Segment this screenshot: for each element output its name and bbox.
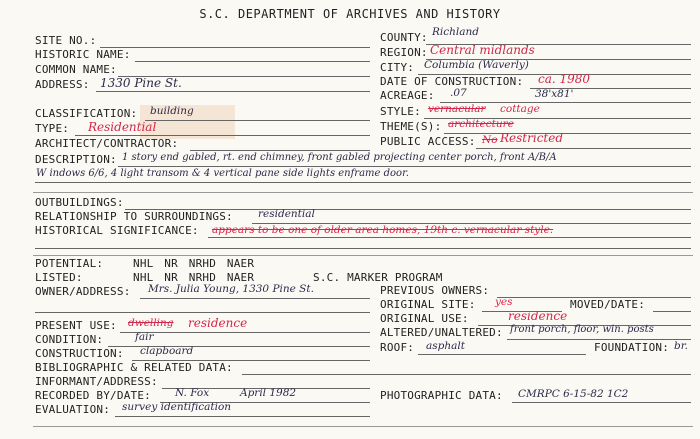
listed-options: NHL NR NRHD NAER	[133, 271, 255, 284]
city-value: Columbia (Waverly)	[424, 59, 529, 71]
classification-value: building	[150, 105, 194, 117]
altered-line	[507, 339, 691, 340]
description-rule-1	[118, 166, 691, 167]
dimensions-value: 38'x81'	[535, 88, 574, 100]
owner-address-line-2	[35, 312, 370, 313]
condition-value: fair	[135, 331, 154, 343]
original-use-label: ORIGINAL USE:	[380, 312, 469, 325]
style-value-struck: vernacular	[428, 103, 486, 115]
architect-line	[190, 150, 370, 151]
public-access-line	[476, 148, 691, 149]
common-name-label: COMMON NAME:	[35, 63, 117, 76]
significance-rule-2	[35, 248, 691, 249]
foundation-label: FOUNDATION:	[594, 341, 670, 354]
section-divider-1	[33, 192, 693, 193]
themes-label: THEME(S):	[380, 120, 442, 133]
evaluation-value: survey identification	[122, 401, 232, 413]
listed-label: LISTED:	[35, 271, 83, 284]
type-line	[75, 135, 370, 136]
roof-value: asphalt	[426, 340, 465, 352]
date-construction-value: ca. 1980	[538, 72, 591, 86]
construction-value: clapboard	[140, 345, 194, 357]
section-divider-2	[33, 255, 693, 256]
construction-label: CONSTRUCTION:	[35, 347, 124, 360]
owner-address-value: Mrs. Julia Young, 1330 Pine St.	[148, 283, 314, 295]
present-use-label: PRESENT USE:	[35, 319, 117, 332]
owner-address-line	[140, 298, 370, 299]
public-access-value: Restricted	[500, 131, 564, 145]
condition-label: CONDITION:	[35, 333, 104, 346]
historical-significance-label: HISTORICAL SIGNIFICANCE:	[35, 224, 199, 237]
themes-value: architecture	[448, 118, 514, 130]
description-line-2: W indows 6/6, 4 light transom & 4 vertical pane side lights enframe door.	[36, 168, 409, 179]
photographic-data-value: CMRPC 6-15-82 1C2	[518, 388, 629, 400]
original-use-value: residence	[508, 309, 568, 323]
acreage-value: .07	[450, 87, 467, 99]
original-site-value: yes	[495, 296, 513, 308]
acreage-label: ACREAGE:	[380, 89, 435, 102]
style-added-value: cottage	[500, 103, 540, 115]
previous-owners-label: PREVIOUS OWNERS:	[380, 284, 490, 297]
address-label: ADDRESS:	[35, 78, 90, 91]
foundation-value: br.	[674, 340, 688, 352]
site-no-line	[100, 47, 370, 48]
marker-program-label: S.C. MARKER PROGRAM	[313, 271, 443, 284]
outbuildings-label: OUTBUILDINGS:	[35, 196, 124, 209]
photographic-data-line	[512, 402, 691, 403]
bibliographic-line	[242, 374, 691, 375]
historical-significance-value: appears to be one of older area homes, 19th c. vernacular style.	[212, 224, 554, 236]
form-title: S.C. DEPARTMENT OF ARCHIVES AND HISTORY	[199, 7, 501, 21]
recorded-by-value: N. Fox	[175, 387, 210, 399]
public-access-struck: No	[482, 134, 498, 146]
photographic-data-label: PHOTOGRAPHIC DATA:	[380, 389, 503, 402]
relationship-label: RELATIONSHIP TO SURROUNDINGS:	[35, 210, 233, 223]
owner-address-label: OWNER/ADDRESS:	[35, 285, 131, 298]
description-rule-2	[35, 182, 691, 183]
moved-date-label: MOVED/DATE:	[570, 298, 646, 311]
region-value: Central midlands	[430, 43, 535, 57]
historic-name-label: HISTORIC NAME:	[35, 48, 131, 61]
present-use-struck: dwelling	[128, 317, 174, 329]
type-value: Residential	[88, 120, 157, 134]
present-use-line	[120, 332, 370, 333]
altered-unaltered-label: ALTERED/UNALTERED:	[380, 326, 503, 339]
potential-label: POTENTIAL:	[35, 257, 104, 270]
evaluation-label: EVALUATION:	[35, 403, 111, 416]
style-label: STYLE:	[380, 105, 421, 118]
description-line-1: 1 story end gabled, rt. end chimney, front gabled projecting center porch, front A/B/A	[122, 152, 557, 163]
historical-significance-line	[208, 237, 691, 238]
city-label: CITY:	[380, 61, 415, 74]
classification-label: CLASSIFICATION:	[35, 107, 138, 120]
recorded-by-label: RECORDED BY/DATE:	[35, 389, 151, 402]
altered-value: front porch, floor, win. posts	[510, 324, 654, 335]
present-use-value: residence	[188, 316, 248, 330]
moved-date-line	[653, 311, 691, 312]
address-line	[96, 91, 370, 92]
date-construction-label: DATE OF CONSTRUCTION:	[380, 75, 524, 88]
original-site-label: ORIGINAL SITE:	[380, 298, 476, 311]
county-label: COUNTY:	[380, 31, 428, 44]
county-value: Richland	[432, 26, 480, 38]
recorded-date-value: April 1982	[240, 387, 297, 399]
relationship-value: residential	[258, 208, 315, 220]
description-label: DESCRIPTION:	[35, 153, 117, 166]
site-no-label: SITE NO.:	[35, 34, 97, 47]
historic-name-line	[135, 61, 370, 62]
bibliographic-label: BIBLIOGRAPHIC & RELATED DATA:	[35, 361, 233, 374]
address-value: 1330 Pine St.	[100, 76, 182, 90]
roof-label: ROOF:	[380, 341, 415, 354]
informant-label: INFORMANT/ADDRESS:	[35, 375, 158, 388]
evaluation-line	[115, 416, 370, 417]
public-access-label: PUBLIC ACCESS:	[380, 135, 476, 148]
section-divider-3	[33, 426, 693, 427]
type-label: TYPE:	[35, 122, 70, 135]
potential-options: NHL NR NRHD NAER	[133, 257, 255, 270]
roof-line	[418, 354, 586, 355]
classification-line	[145, 120, 370, 121]
region-label: REGION:	[380, 46, 428, 59]
architect-label: ARCHITECT/CONTRACTOR:	[35, 137, 179, 150]
